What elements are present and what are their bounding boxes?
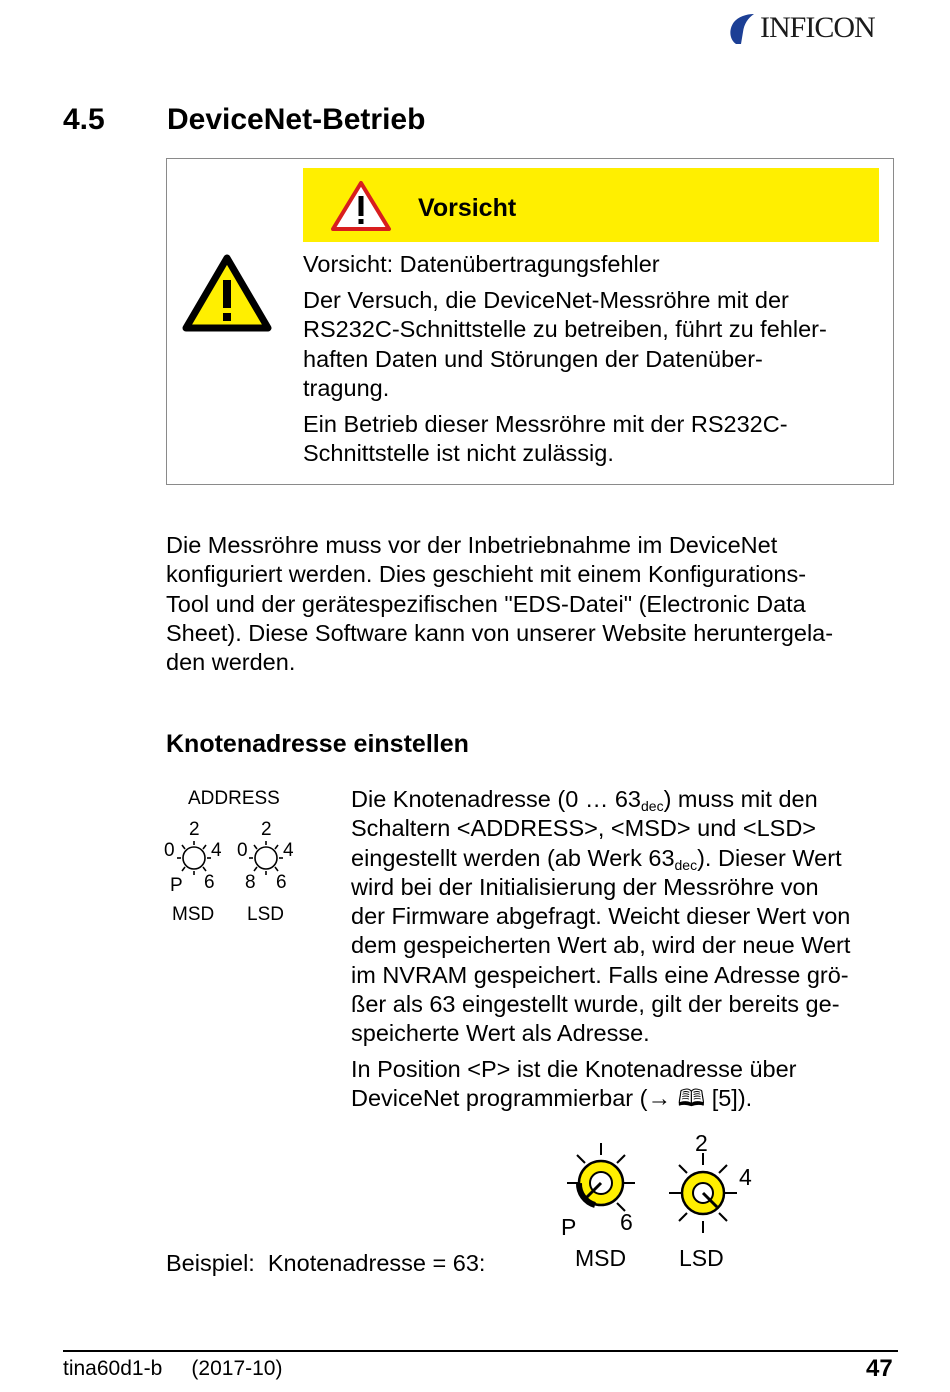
example-msd-switch-icon (567, 1143, 635, 1211)
example-lsd-switch-icon (669, 1153, 737, 1233)
footer-doc-id: tina60d1-b (2017-10) (63, 1357, 283, 1380)
node-paragraph-1 (351, 785, 896, 1049)
intro-line: Die Messröhre muss vor der Inbetriebnahme im DeviceNet (166, 532, 778, 558)
lsd-tick-2: 2 (261, 819, 272, 840)
msd-tick-6: 6 (204, 872, 215, 893)
lsd-tick-8: 8 (245, 872, 256, 893)
node-text-line: der Firmware abgefragt. Weicht dieser Wert von (351, 903, 851, 930)
intro-line: Tool und der gerätespezifischen "EDS-Datei" (Electronic Data (166, 590, 806, 617)
inficon-logo (722, 8, 875, 48)
node-text-line: speicherte Wert als Adresse. (351, 1020, 650, 1047)
footer-rule (63, 1350, 898, 1352)
example-lsd-2: 2 (695, 1130, 708, 1156)
caution-paragraph-1 (303, 286, 888, 404)
msd-tick-p: P (170, 875, 183, 896)
dec-subscript: dec (674, 856, 698, 873)
intro-line: Sheet). Diese Software kann von unserer Website heruntergela- (166, 619, 834, 646)
caution-banner-label: Vorsicht (418, 194, 517, 222)
section-title: DeviceNet-Betrieb (167, 103, 426, 136)
node-text-part: Die Knotenadresse (0 … 63 (351, 786, 641, 812)
logo-text: INFICON (760, 11, 875, 44)
intro-line: konfiguriert werden. Dies geschieht mit einem Konfigurations- (166, 561, 807, 588)
lsd-switch-icon (249, 841, 283, 875)
caution-p1-line: RS232C-Schnittstelle zu betreiben, führt zu fehler- (303, 316, 827, 342)
msd-tick-0: 0 (164, 840, 175, 861)
example-switches-diagram (555, 1125, 765, 1250)
inficon-swoosh-icon (722, 10, 758, 46)
node-text-line: im NVRAM gespeichert. Falls eine Adresse grö- (351, 961, 849, 988)
example-lsd-4: 4 (739, 1164, 752, 1190)
caution-headline: Vorsicht: Datenübertragungsfehler (303, 251, 660, 277)
example-msd-p: P (561, 1214, 577, 1240)
node-address-text (351, 785, 896, 1119)
node-text-part: Schaltern <ADDRESS>, <MSD> und <LSD> (351, 815, 817, 842)
warning-triangle-icon (330, 180, 392, 232)
intro-line: den werden. (166, 649, 296, 676)
page-number: 47 (866, 1355, 893, 1382)
node-text-line: ßer als 63 eingestellt wurde, gilt der bereits ge- (351, 991, 840, 1018)
example-label: Beispiel: Knotenadresse = 63: (166, 1250, 486, 1276)
msd-switch-icon (177, 841, 211, 875)
node-text-line: In Position <P> ist die Knotenadresse über (351, 1055, 797, 1082)
address-label: ADDRESS (188, 788, 280, 809)
dec-subscript: dec (641, 798, 664, 814)
msd-tick-4: 4 (211, 840, 222, 861)
caution-p2-line: Ein Betrieb dieser Messröhre mit der RS232C- (303, 410, 788, 437)
caution-p1-line: tragung. (303, 375, 390, 401)
warning-triangle-yellow-icon (182, 254, 272, 332)
caution-paragraph-2 (303, 410, 888, 469)
node-text-part: ). Dieser Wert (697, 844, 842, 871)
lsd-label: LSD (247, 904, 284, 925)
lsd-tick-6: 6 (276, 872, 287, 893)
node-text-line: DeviceNet programmierbar (→ 🕮 [5]). (351, 1084, 753, 1111)
lsd-tick-0: 0 (237, 840, 248, 861)
section-number: 4.5 (63, 103, 105, 136)
caution-text (303, 250, 888, 475)
node-text-part: eingestellt werden (ab Werk 63 (351, 844, 675, 871)
node-address-heading: Knotenadresse einstellen (166, 730, 469, 758)
node-text-part: ) muss mit den (663, 786, 818, 812)
node-paragraph-2 (351, 1055, 896, 1114)
example-msd-6: 6 (620, 1209, 633, 1235)
caution-p2-line: Schnittstelle ist nicht zulässig. (303, 440, 614, 466)
caution-p1-line: Der Versuch, die DeviceNet-Messröhre mit der (303, 286, 789, 313)
intro-paragraph (166, 531, 891, 677)
lsd-tick-4: 4 (283, 840, 294, 861)
msd-label: MSD (172, 904, 215, 925)
msd-tick-2: 2 (189, 819, 200, 840)
example-lsd-label: LSD (679, 1245, 724, 1271)
node-text-line: dem gespeicherten Wert ab, wird der neue Wert (351, 932, 851, 959)
example-msd-label: MSD (575, 1245, 627, 1271)
node-text-line: wird bei der Initialisierung der Messröhre von (351, 873, 819, 900)
caution-p1-line: haften Daten und Störungen der Datenüber- (303, 345, 763, 372)
address-switches-diagram (164, 814, 304, 896)
